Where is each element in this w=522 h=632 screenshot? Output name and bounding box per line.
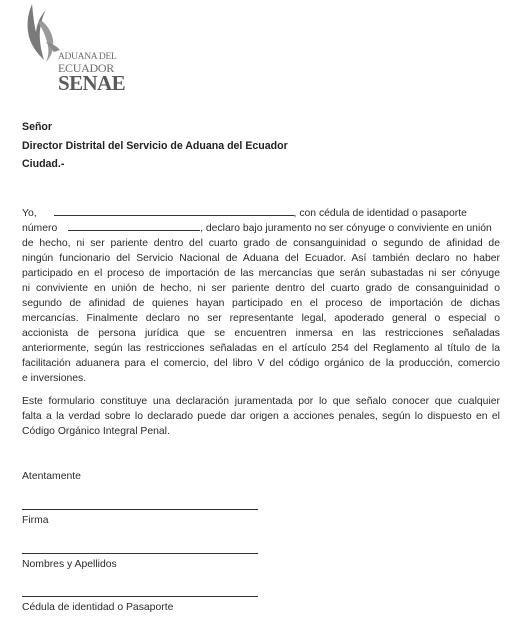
statement-line: falta a la verdad sobre lo declarado puede dar origen a acciones penales, según lo dispuesto en el	[22, 411, 500, 422]
declaration-line: facilitación aduanera para el comercio, del libro V del código orgánico de la producción, comercio	[22, 358, 500, 369]
declaration-id-text: , con cédula de identidad o pasaporte	[293, 208, 467, 219]
city: Ciudad.-	[22, 158, 65, 170]
declaration-yo: Yo,	[22, 208, 37, 219]
declaration-line: de hecho, ni ser pariente dentro del cuarto grado de consanguinidad o segundo de afinidad de	[22, 238, 500, 249]
declaration-line: segundo de afinidad de quienes hayan participado en el proceso de importación de dichas	[22, 298, 500, 309]
senae-logo	[22, 2, 142, 94]
declaration-line: ni conviviente en unión de hecho, ni ser pariente dentro del cuarto grado de consanguinidad o	[22, 283, 500, 294]
declaration-line: anteriormente, según las restricciones señaladas en el artículo 254 del Reglamento al título de la	[22, 343, 500, 354]
id-number-blank[interactable]	[68, 222, 200, 231]
statement-line: Código Orgánico Integral Penal.	[22, 426, 170, 437]
name-blank[interactable]	[54, 207, 294, 216]
signature-label: Firma	[22, 515, 49, 526]
closing: Atentamente	[22, 471, 81, 482]
id-line[interactable]	[22, 596, 258, 597]
declaration-line: accionista de persona jurídica que se encuentren inmersa en las restricciones señaladas	[22, 328, 500, 339]
logo-text-aduana: ADUANA DEL	[58, 52, 117, 62]
declaration-paragraph	[22, 206, 500, 386]
declaration-oath-text: , declaro bajo juramento no ser cónyuge o conviviente en unión	[200, 223, 492, 234]
declaration-line	[22, 221, 500, 236]
declaration-line	[22, 206, 500, 221]
declaration-line: mercancías. Finalmente declaro no ser representante legal, apoderado general o especial o	[22, 313, 500, 324]
recipient: Director Distrital del Servicio de Aduana del Ecuador	[22, 140, 288, 152]
statement-paragraph	[22, 394, 500, 439]
logo-text-senae: SENAE	[58, 71, 126, 95]
signature-line[interactable]	[22, 509, 258, 510]
logo-text-ecuador: ECUADOR	[58, 61, 114, 75]
id-label: Cédula de identidad o Pasaporte	[22, 602, 174, 613]
names-label: Nombres y Apellidos	[22, 559, 117, 570]
statement-line: Este formulario constituye una declaración juramentada por lo que señalo conocer que cualquier	[22, 396, 500, 407]
declaration-numero: número	[22, 223, 58, 234]
declaration-line: participado en el proceso de importación de las mercancías que serán subastadas ni ser cónyuge	[22, 268, 500, 279]
declaration-line: e inversiones.	[22, 373, 87, 384]
names-line[interactable]	[22, 553, 258, 554]
declaration-line: ningún funcionario del Servicio Nacional de Aduana del Ecuador. Así también declaro no haber	[22, 253, 500, 264]
salutation: Señor	[22, 121, 53, 133]
